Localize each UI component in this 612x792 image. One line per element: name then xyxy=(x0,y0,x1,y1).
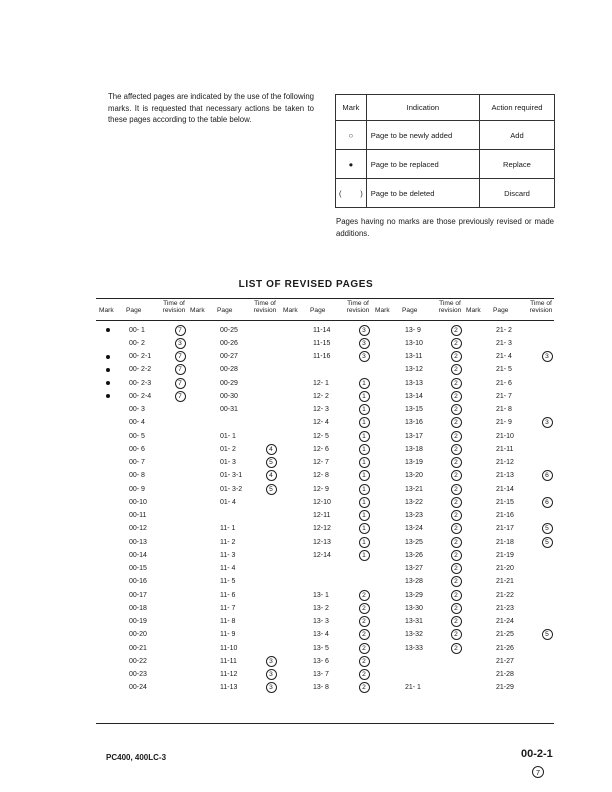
page-number: 00-20 xyxy=(129,631,147,639)
revision-number: 3 xyxy=(359,338,370,349)
revision-number: 4 xyxy=(266,444,277,455)
page-number: 00-26 xyxy=(220,339,238,347)
revision-number: 6 xyxy=(542,497,553,508)
revision-number: 3 xyxy=(175,338,186,349)
header-indication: Indication xyxy=(366,95,479,121)
page-number: 21- 4 xyxy=(496,353,512,360)
revision-number: 1 xyxy=(359,523,370,534)
replaced-page-mark xyxy=(106,368,110,372)
page-number: 00- 2-2 xyxy=(129,366,152,374)
page-number: 21- 8 xyxy=(496,406,512,413)
page-number: 21-11 xyxy=(496,445,514,453)
page-number: 13- 2 xyxy=(313,604,329,612)
page-number: 13- 5 xyxy=(313,644,329,652)
page-number: 13-31 xyxy=(405,618,423,625)
page-number: 01- 1 xyxy=(220,432,236,440)
page-number: 21- 9 xyxy=(496,419,512,427)
page-number: 11- 9 xyxy=(220,631,236,639)
page-number: 13-28 xyxy=(405,578,423,586)
col-header-mark: Mark xyxy=(375,307,390,314)
revision-number: 2 xyxy=(359,656,370,667)
revision-number: 2 xyxy=(451,484,462,495)
replaced-page-mark xyxy=(106,394,110,398)
revision-number: 2 xyxy=(451,510,462,521)
page-number: 00-15 xyxy=(129,565,147,572)
revision-number: 1 xyxy=(359,444,370,455)
page-number: 00-12 xyxy=(129,525,147,533)
page-number: 21- 3 xyxy=(496,339,512,347)
page-number: 13- 3 xyxy=(313,618,329,625)
col-header-revision-line2: revision xyxy=(346,307,370,315)
page-number: 00-22 xyxy=(129,657,147,665)
col-header-revision xyxy=(245,300,285,315)
page-number: 21- 2 xyxy=(496,326,512,334)
page-number: 11- 1 xyxy=(220,525,236,533)
marks-legend-table xyxy=(335,94,555,208)
page-number: 11- 6 xyxy=(220,591,236,599)
page-number: 13-12 xyxy=(405,366,423,374)
revision-number: 2 xyxy=(451,338,462,349)
header-top-rule xyxy=(96,298,554,299)
page-number: 12-11 xyxy=(313,512,331,519)
revision-number: 2 xyxy=(451,563,462,574)
page-number: 21- 5 xyxy=(496,366,512,374)
page-number: 21- 1 xyxy=(405,684,421,692)
page-number: 00-19 xyxy=(129,618,147,625)
page-number: 00-30 xyxy=(220,392,238,400)
page-number: 13-15 xyxy=(405,406,423,413)
revision-number: 2 xyxy=(451,351,462,362)
col-header-page: Page xyxy=(126,307,142,314)
page-number: 11- 3 xyxy=(220,551,236,559)
revision-number: 2 xyxy=(451,576,462,587)
revision-number: 1 xyxy=(359,537,370,548)
page-number: 00-31 xyxy=(220,406,238,413)
page-number: 13-14 xyxy=(405,392,423,400)
revision-number: 2 xyxy=(451,325,462,336)
page-number: 21- 6 xyxy=(496,379,512,387)
page-number: 00-28 xyxy=(220,366,238,374)
page-number: 00- 2 xyxy=(129,339,145,347)
revision-number: 3 xyxy=(266,669,277,680)
page-number: 11- 2 xyxy=(220,538,236,546)
col-header-page: Page xyxy=(402,307,418,314)
revision-number: 2 xyxy=(359,669,370,680)
indication-replace: Page to be replaced xyxy=(366,150,479,179)
page-number: 00-23 xyxy=(129,671,147,678)
revision-number: 2 xyxy=(451,364,462,375)
page-number: 12- 6 xyxy=(313,445,329,453)
page-number: 00- 3 xyxy=(129,406,145,413)
page-number: 11-12 xyxy=(220,671,238,678)
page-number: 13-26 xyxy=(405,551,423,559)
revision-number: 3 xyxy=(266,682,277,693)
page-number: 01- 4 xyxy=(220,498,236,506)
col-header-revision-line2: revision xyxy=(253,307,277,315)
revision-number: 3 xyxy=(266,656,277,667)
col-header-revision-line2: revision xyxy=(438,307,462,315)
page-number: 00-25 xyxy=(220,326,238,334)
page-number: 00- 4 xyxy=(129,419,145,427)
page-number: 00-10 xyxy=(129,498,147,506)
indication-add: Page to be newly added xyxy=(366,121,479,150)
page-number: 21-23 xyxy=(496,604,514,612)
page-number: 13-13 xyxy=(405,379,423,387)
revision-number: 7 xyxy=(175,391,186,402)
page-number: 21-25 xyxy=(496,631,514,639)
list-bottom-rule xyxy=(96,723,554,724)
revision-number: 2 xyxy=(451,603,462,614)
col-header-mark: Mark xyxy=(190,307,205,314)
revision-number: 2 xyxy=(451,643,462,654)
page-number: 00-18 xyxy=(129,604,147,612)
header-mark: Mark xyxy=(336,95,367,121)
revision-number: 3 xyxy=(542,417,553,428)
page-number: 11- 5 xyxy=(220,578,236,586)
page-number: 21-28 xyxy=(496,671,514,678)
page-number: 13-16 xyxy=(405,419,423,427)
page-number: 12-10 xyxy=(313,498,331,506)
page-number: 11-16 xyxy=(313,353,331,360)
revision-number: 2 xyxy=(451,523,462,534)
revision-number: 5 xyxy=(542,537,553,548)
col-header-page: Page xyxy=(310,307,326,314)
revision-number: 2 xyxy=(359,590,370,601)
page-number: 01- 2 xyxy=(220,445,236,453)
col-header-revision xyxy=(521,300,561,315)
page-number: 12- 3 xyxy=(313,406,329,413)
revision-number: 1 xyxy=(359,457,370,468)
revision-number: 2 xyxy=(451,550,462,561)
revision-number: 1 xyxy=(359,510,370,521)
revision-number: 2 xyxy=(451,444,462,455)
page-number: 12- 8 xyxy=(313,472,329,480)
paren-right: ) xyxy=(360,188,363,198)
page-number: 13- 6 xyxy=(313,657,329,665)
page-number: 12- 4 xyxy=(313,419,329,427)
page-number: 11-11 xyxy=(220,657,237,665)
page-number: 21-21 xyxy=(496,578,514,586)
revision-number: 1 xyxy=(359,497,370,508)
page-number: 21-18 xyxy=(496,538,514,546)
page-number: 13- 9 xyxy=(405,326,421,334)
page-number: 21-26 xyxy=(496,644,514,652)
revision-number: 5 xyxy=(266,457,277,468)
page-number: 11-10 xyxy=(220,644,238,652)
page-number: 21-17 xyxy=(496,525,514,533)
page-number: 00-13 xyxy=(129,538,147,546)
marks-table-header xyxy=(336,95,555,121)
page-number: 00- 7 xyxy=(129,459,145,466)
page-number: 00- 6 xyxy=(129,445,145,453)
page-number: 11-15 xyxy=(313,339,331,347)
col-header-revision xyxy=(154,300,194,315)
page-number: 01- 3-1 xyxy=(220,472,243,480)
page-number: 13-29 xyxy=(405,591,423,599)
page-number: 11- 4 xyxy=(220,565,236,572)
col-header-page: Page xyxy=(217,307,233,314)
revision-number: 1 xyxy=(359,404,370,415)
revision-number: 5 xyxy=(542,523,553,534)
page-number: 00-27 xyxy=(220,353,238,360)
page-number: 21-14 xyxy=(496,485,514,493)
footer-revision-mark: 7 xyxy=(532,766,544,778)
page-number: 21-10 xyxy=(496,432,514,440)
revision-number: 1 xyxy=(359,470,370,481)
replaced-page-mark xyxy=(106,381,110,385)
page-number: 12- 1 xyxy=(313,379,329,387)
revision-number: 2 xyxy=(359,629,370,640)
page-number: 00-16 xyxy=(129,578,147,586)
page-number: 12- 7 xyxy=(313,459,329,466)
revision-number: 2 xyxy=(359,603,370,614)
page-number: 12-14 xyxy=(313,551,331,559)
page-number: 11-13 xyxy=(220,684,238,692)
revision-number: 2 xyxy=(359,682,370,693)
revision-number: 1 xyxy=(359,391,370,402)
header-action: Action required xyxy=(479,95,554,121)
page-number: 13-27 xyxy=(405,565,423,572)
page-number: 13- 7 xyxy=(313,671,329,678)
page-number: 00-29 xyxy=(220,379,238,387)
revision-number: 1 xyxy=(359,484,370,495)
col-header-mark: Mark xyxy=(283,307,298,314)
page-number: 11- 8 xyxy=(220,618,236,625)
indication-delete: Page to be deleted xyxy=(366,179,479,208)
paren-left: ( xyxy=(339,188,342,198)
page-number: 21-22 xyxy=(496,591,514,599)
page-number: 13-30 xyxy=(405,604,423,612)
header-bottom-rule xyxy=(96,320,554,321)
page-number: 12-13 xyxy=(313,538,331,546)
page-number: 13- 8 xyxy=(313,684,329,692)
action-discard: Discard xyxy=(479,179,554,208)
marks-row-add xyxy=(336,121,555,150)
revision-number: 1 xyxy=(359,417,370,428)
action-replace: Replace xyxy=(479,150,554,179)
col-header-revision-line1: Time of xyxy=(530,300,552,307)
revision-number: 7 xyxy=(175,325,186,336)
page-number: 00-11 xyxy=(129,512,147,519)
page-number: 11- 7 xyxy=(220,604,236,612)
page-number: 13-11 xyxy=(405,353,423,360)
revision-number: 4 xyxy=(266,470,277,481)
page-number: 00-21 xyxy=(129,644,147,652)
revision-number: 1 xyxy=(359,550,370,561)
page-number: 13-20 xyxy=(405,472,423,480)
revision-number: 2 xyxy=(359,616,370,627)
revision-number: 3 xyxy=(359,325,370,336)
page-number: 12- 5 xyxy=(313,432,329,440)
revision-number: 2 xyxy=(451,378,462,389)
page-number: 00- 2-3 xyxy=(129,379,152,387)
revision-number: 2 xyxy=(451,404,462,415)
revision-number: 6 xyxy=(542,470,553,481)
page-number: 00- 8 xyxy=(129,472,145,480)
revision-number: 2 xyxy=(359,643,370,654)
revision-number: 1 xyxy=(359,431,370,442)
parenthesis-mark xyxy=(336,179,367,208)
revision-number: 7 xyxy=(175,351,186,362)
page-number: 01- 3-2 xyxy=(220,485,243,493)
page-number: 00-14 xyxy=(129,551,147,559)
footer-model: PC400, 400LC-3 xyxy=(106,753,167,762)
page-number: 21-20 xyxy=(496,565,514,572)
page-number: 13-19 xyxy=(405,459,423,466)
revision-number: 3 xyxy=(542,351,553,362)
page-number: 13-32 xyxy=(405,631,423,639)
page-number: 13-21 xyxy=(405,485,423,493)
page-number: 00-24 xyxy=(129,684,147,692)
col-header-mark: Mark xyxy=(466,307,481,314)
page-number: 12-12 xyxy=(313,525,331,533)
open-circle-mark: ○ xyxy=(336,121,367,150)
page-number: 21-24 xyxy=(496,618,514,625)
col-header-revision-line2: revision xyxy=(529,307,553,315)
page-number: 00- 1 xyxy=(129,326,145,334)
intro-text: The affected pages are indicated by the use of the following marks. It is requested that necessary actions be taken to these pages according to the table below. xyxy=(108,92,314,125)
revision-number: 2 xyxy=(451,616,462,627)
revision-number: 3 xyxy=(359,351,370,362)
page-number: 12- 9 xyxy=(313,485,329,493)
page-number: 11-14 xyxy=(313,326,331,334)
col-header-revision-line1: Time of xyxy=(347,300,369,307)
page-number: 12- 2 xyxy=(313,392,329,400)
col-header-revision xyxy=(430,300,470,315)
filled-circle-mark: ● xyxy=(336,150,367,179)
page-number: 13-10 xyxy=(405,339,423,347)
page-number: 21-13 xyxy=(496,472,514,480)
revision-number: 5 xyxy=(542,629,553,640)
revision-number: 7 xyxy=(175,364,186,375)
marks-row-replace xyxy=(336,150,555,179)
list-title: LIST OF REVISED PAGES xyxy=(238,279,374,290)
page-number: 00- 9 xyxy=(129,485,145,493)
page-number: 01- 3 xyxy=(220,459,236,466)
page-number: 00-17 xyxy=(129,591,147,599)
col-header-revision-line2: revision xyxy=(162,307,186,315)
revision-number: 2 xyxy=(451,431,462,442)
page-number: 13- 1 xyxy=(313,591,329,599)
page-number: 13- 4 xyxy=(313,631,329,639)
revision-number: 2 xyxy=(451,457,462,468)
col-header-page: Page xyxy=(493,307,509,314)
col-header-revision-line1: Time of xyxy=(439,300,461,307)
revision-number: 5 xyxy=(266,484,277,495)
action-add: Add xyxy=(479,121,554,150)
page-number: 13-22 xyxy=(405,498,423,506)
col-header-revision-line1: Time of xyxy=(254,300,276,307)
col-header-mark: Mark xyxy=(99,307,114,314)
page-number: 21-19 xyxy=(496,551,514,559)
replaced-page-mark xyxy=(106,355,110,359)
page-number: 13-24 xyxy=(405,525,423,533)
page-number: 21-16 xyxy=(496,512,514,519)
revision-number: 7 xyxy=(175,378,186,389)
page-number: 13-18 xyxy=(405,445,423,453)
revision-number: 2 xyxy=(451,417,462,428)
revision-number: 1 xyxy=(359,378,370,389)
page-number: 21-15 xyxy=(496,498,514,506)
page-number: 00- 5 xyxy=(129,432,145,440)
footer-page-number: 00-2-1 xyxy=(521,748,553,760)
revision-number: 2 xyxy=(451,629,462,640)
no-marks-note: Pages having no marks are those previously revised or made additions. xyxy=(336,217,554,238)
revision-number: 2 xyxy=(451,497,462,508)
page-number: 21-27 xyxy=(496,657,514,665)
revision-number: 2 xyxy=(451,470,462,481)
page-number: 13-33 xyxy=(405,644,423,652)
page-number: 21-29 xyxy=(496,684,514,692)
revision-number: 2 xyxy=(451,590,462,601)
page-number: 00- 2-1 xyxy=(129,353,152,360)
col-header-revision-line1: Time of xyxy=(163,300,185,307)
page-number: 13-23 xyxy=(405,512,423,519)
page-number: 00- 2-4 xyxy=(129,392,152,400)
revision-number: 2 xyxy=(451,537,462,548)
page-number: 21-12 xyxy=(496,459,514,466)
marks-row-delete xyxy=(336,179,555,208)
page-number: 21- 7 xyxy=(496,392,512,400)
revision-number: 2 xyxy=(451,391,462,402)
col-header-revision xyxy=(338,300,378,315)
page-number: 13-17 xyxy=(405,432,423,440)
page-number: 13-25 xyxy=(405,538,423,546)
replaced-page-mark xyxy=(106,328,110,332)
